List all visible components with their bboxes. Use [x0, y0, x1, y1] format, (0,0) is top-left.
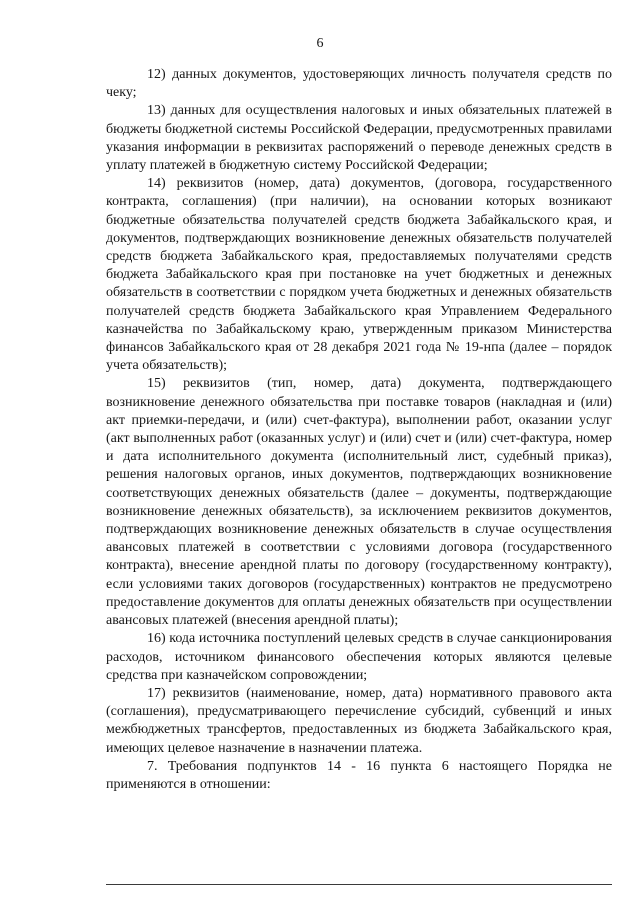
paragraph-point-7: 7. Требования подпунктов 14 - 16 пункта 6 настоящего Порядка не применяются в отношении:	[106, 758, 612, 792]
paragraph-item-14: 14) реквизитов (номер, дата) документов, (договора, государственного контракта, соглашения) (при наличии), на основании которых возникают бюджетные обязательства получателей средств бюджета Забайкальского края, и документов, подтверждающих возникновение денежных обязательств получателей средств бюджета Забайкальского края, предоставляемых получателями средств бюджета Забайкальского края при постановке на учет бюджетных и денежных обязательств в соответствии с порядком учета бюджетных и денежных обязательств получателей средств бюджета Забайкальского края Управлением Федерального казначейства по Забайкальскому краю, утвержденным приказом Министерства финансов Забайкальского края от 28 декабря 2021 года № 19-нпа (далее – порядок учета обязательств);	[106, 176, 612, 374]
paragraph-item-17: 17) реквизитов (наименование, номер, дата) нормативного правового акта (соглашения), предусматривающего перечисление субсидий, субвенций и иных межбюджетных трансфертов, предоставленных из бюджета Забайкальского края, имеющих целевое назначение в назначении платежа.	[106, 685, 612, 756]
paragraph-item-16: 16) кода источника поступлений целевых средств в случае санкционирования расходов, источником финансового обеспечения которых являются целевые средства при казначейском сопровождении;	[106, 631, 612, 683]
paragraph-item-13: 13) данных для осуществления налоговых и иных обязательных платежей в бюджеты бюджетной системы Российской Федерации, предусмотренных правилами указания информации в реквизитах распоряжений о переводе денежных средств в уплату платежей в бюджетную систему Российской Федерации;	[106, 103, 612, 174]
paragraph-item-15: 15) реквизитов (тип, номер, дата) документа, подтверждающего возникновение денежного обязательства при поставке товаров (накладная и (или) акт приемки-передачи, и (или) счет-фактура), выполнении работ, оказании услуг (акт выполненных работ (оказанных услуг) и (или) счет и (или) счет-фактура, номер и дата исполнительного документа (исполнительный лист, судебный приказ), решения налоговых органов, иных документов, подтверждающих возникновение соответствующих денежных обязательств (далее – документы, подтверждающие возникновение денежных обязательств), за исключением реквизитов документов, подтверждающих возникновение денежных обязательств в случае осуществления авансовых платежей в соответствии с условиями договора (государственного контракта), внесение арендной платы по договору (государственному контракту), если условиями таких договоров (государственных) контрактов не предусмотрено предоставление документов для оплаты денежных обязательств при осуществлении авансовых платежей (внесения арендной платы);	[106, 376, 612, 629]
document-body	[106, 66, 612, 794]
page-number: 6	[316, 36, 324, 51]
paragraph-item-12: 12) данных документов, удостоверяющих личность получателя средств по чеку;	[106, 67, 612, 101]
footer-divider	[106, 884, 612, 885]
